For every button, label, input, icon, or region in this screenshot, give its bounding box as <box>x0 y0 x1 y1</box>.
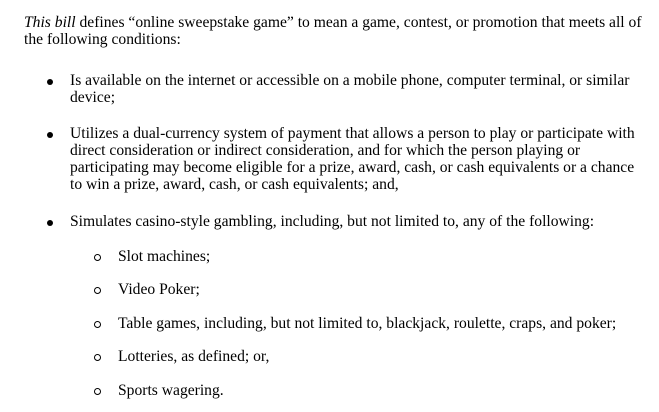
sub-item-text-3: Table games, including, but not limited to, blackjack, roulette, craps, and poker; <box>118 315 617 332</box>
hollow-bullet-icon <box>94 254 101 261</box>
bullet-icon <box>47 132 53 138</box>
intro-text: defines “online sweepstake game” to mean a game, contest, or promotion that meets all of the following conditions: <box>24 14 642 48</box>
intro-lead: This bill <box>24 14 76 31</box>
sub-item-text-2: Video Poker; <box>118 281 200 298</box>
bullet-icon <box>47 220 53 226</box>
condition-text-1: Is available on the internet or accessible on a mobile phone, computer terminal, or similar device; <box>70 72 630 106</box>
intro-paragraph <box>24 14 644 48</box>
hollow-bullet-icon <box>94 388 101 395</box>
condition-text-2: Utilizes a dual-currency system of payment that allows a person to play or participate with direct consideration or indirect consideration, and for which the person playing or participating may become eligible for a prize, award, cash, or cash equivalents or a chance to win a prize, award, cash, or cash equivalents; and, <box>70 125 635 193</box>
bullet-icon <box>47 79 53 85</box>
condition-text-3: Simulates casino-style gambling, including, but not limited to, any of the following: <box>70 213 595 230</box>
hollow-bullet-icon <box>94 287 101 294</box>
hollow-bullet-icon <box>94 354 101 361</box>
hollow-bullet-icon <box>94 321 101 328</box>
sub-item-text-1: Slot machines; <box>118 248 211 265</box>
sub-item-text-4: Lotteries, as defined; or, <box>118 348 270 365</box>
sub-item-text-5: Sports wagering. <box>118 382 224 399</box>
